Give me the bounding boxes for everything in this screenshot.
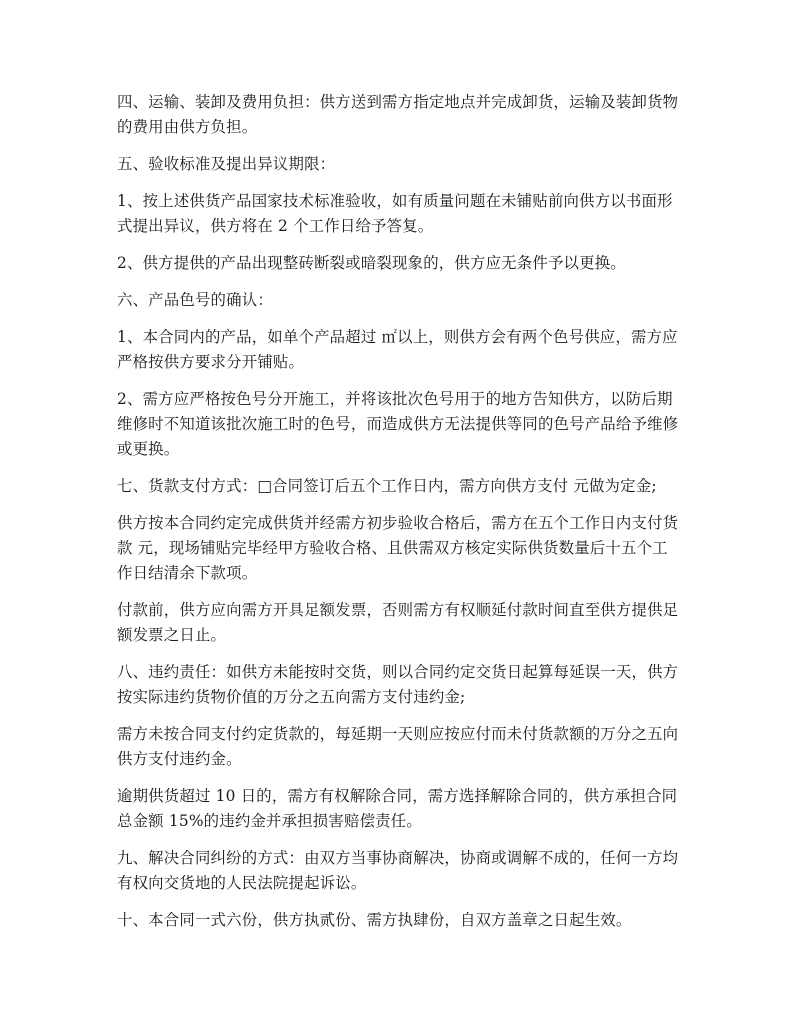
clause-9-disputes bbox=[117, 846, 683, 896]
text-line: 或更换。 bbox=[117, 440, 180, 458]
text-line: 付款前，供方应向需方开具足额发票，否则需方有权顺延付款时间直至供方提供足 bbox=[117, 601, 679, 619]
clause-5-item-1 bbox=[117, 189, 683, 239]
text-line: 总金额 15%的违约金并承担损害赔偿责任。 bbox=[117, 812, 422, 830]
text-line: 的费用由供方负担。 bbox=[117, 118, 258, 136]
text-line: 供方按本合同约定完成供货并经需方初步验收合格后，需方在五个工作日内支付货 bbox=[117, 514, 679, 532]
text-line: 2、供方提供的产品出现整砖断裂或暗裂现象的，供方应无条件予以更换。 bbox=[117, 254, 626, 272]
text-line: 七、货款支付方式：□合同签订后五个工作日内，需方向供方支付 元做为定金; bbox=[117, 477, 657, 495]
text-line: 五、验收标准及提出异议期限： bbox=[117, 155, 336, 173]
text-line: 1、本合同内的产品，如单个产品超过 ㎡以上，则供方会有两个色号供应，需方应 bbox=[117, 328, 678, 346]
text-line: 逾期供货超过 10 日的，需方有权解除合同，需方选择解除合同的，供方承担合同 bbox=[117, 787, 678, 805]
clause-5-item-2 bbox=[117, 251, 683, 276]
contract-body bbox=[117, 90, 683, 945]
clause-10-copies bbox=[117, 908, 683, 933]
text-line: 款 元，现场铺贴完毕经甲方验收合格、且供需双方核定实际供货数量后十五个工 bbox=[117, 539, 668, 557]
text-line: 六、产品色号的确认： bbox=[117, 291, 273, 309]
clause-7-payment bbox=[117, 474, 683, 499]
text-line: 式提出异议，供方将在 2 个工作日给予答复。 bbox=[117, 217, 434, 235]
clause-6-item-1 bbox=[117, 325, 683, 375]
clause-8-buyer-penalty bbox=[117, 722, 683, 772]
text-line: 严格按供方要求分开铺贴。 bbox=[117, 353, 305, 371]
text-line: 需方未按合同支付约定货款的，每延期一天则应按应付而未付货款额的万分之五向 bbox=[117, 725, 679, 743]
clause-6-item-2 bbox=[117, 387, 683, 462]
clause-6-heading bbox=[117, 288, 683, 313]
text-line: 维修时不知道该批次施工时的色号，而造成供方无法提供等同的色号产品给予维修 bbox=[117, 415, 679, 433]
clause-8-overdue bbox=[117, 784, 683, 834]
clause-4-transport bbox=[117, 90, 683, 140]
text-line: 四、运输、装卸及费用负担：供方送到需方指定地点并完成卸货，运输及装卸货物 bbox=[117, 93, 679, 111]
clause-7-payment-detail bbox=[117, 511, 683, 586]
text-line: 九、解决合同纠纷的方式：由双方当事协商解决，协商或调解不成的，任何一方均 bbox=[117, 849, 679, 867]
clause-8-liability bbox=[117, 660, 683, 710]
text-line: 按实际违约货物价值的万分之五向需方支付违约金; bbox=[117, 688, 466, 706]
text-line: 作日结清余下款项。 bbox=[117, 564, 258, 582]
clause-5-heading bbox=[117, 152, 683, 177]
text-line: 额发票之日止。 bbox=[117, 626, 227, 644]
text-line: 有权向交货地的人民法院提起诉讼。 bbox=[117, 874, 367, 892]
clause-7-invoice bbox=[117, 598, 683, 648]
text-line: 2、需方应严格按色号分开施工，并将该批次色号用于的地方告知供方，以防后期 bbox=[117, 390, 673, 408]
text-line: 1、按上述供货产品国家技术标准验收，如有质量问题在未铺贴前向供方以书面形 bbox=[117, 192, 673, 210]
text-line: 供方支付违约金。 bbox=[117, 750, 242, 768]
text-line: 十、本合同一式六份，供方执贰份、需方执肆份，自双方盖章之日起生效。 bbox=[117, 911, 632, 929]
text-line: 八、违约责任：如供方未能按时交货，则以合同约定交货日起算每延误一天，供方 bbox=[117, 663, 679, 681]
